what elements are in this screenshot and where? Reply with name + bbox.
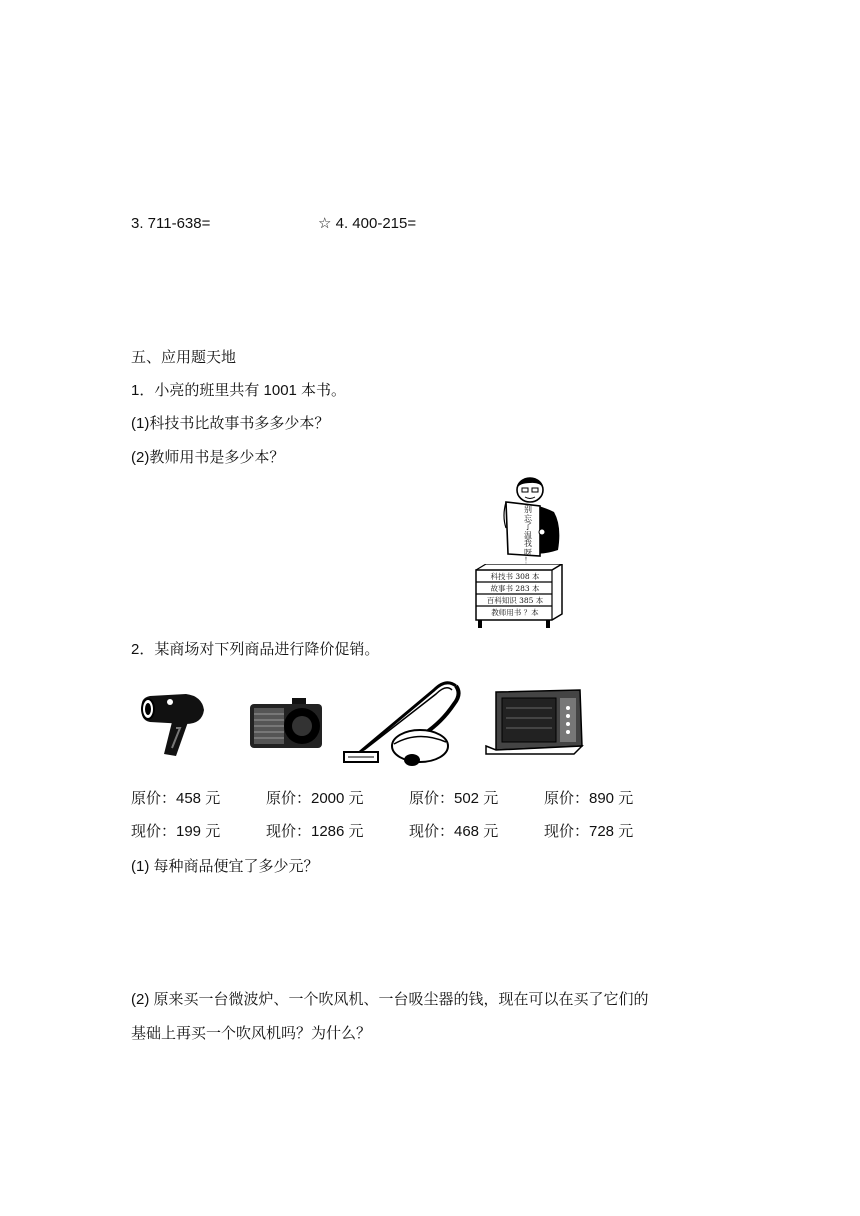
sign-char: ！ (524, 556, 532, 565)
microwave-image (482, 688, 586, 760)
sign-char: 忘 (524, 513, 532, 523)
radio-image (248, 696, 324, 752)
current-price: 现价：199 元 (131, 823, 221, 840)
shelf-label: 科技书 308 本 (490, 572, 540, 581)
sign-char: 我 (524, 539, 532, 548)
bookshelf (472, 564, 564, 630)
current-price: 现价：468 元 (409, 823, 499, 840)
problem-1-question-2: (2)教师用书是多少本？ (131, 449, 285, 466)
microwave-icon (482, 688, 586, 760)
sign-char: 了 (524, 522, 532, 531)
radio-icon (248, 696, 324, 752)
calc-question-3: 3. 711-638= (131, 215, 211, 232)
problem-2-stem: 2．某商场对下列商品进行降价促销。 (131, 641, 380, 658)
calc-question-4: ☆ 4. 400-215= (318, 215, 417, 232)
vacuum-cleaner-image (338, 674, 464, 770)
shelf-label: 百科知识 385 本 (486, 596, 544, 605)
sign-char: 温 (524, 530, 532, 540)
current-price: 现价：728 元 (544, 823, 634, 840)
sign-char: 呀 (524, 547, 532, 557)
speech-sign (521, 506, 535, 566)
original-price: 原价：890 元 (544, 790, 634, 807)
hair-dryer-icon (136, 688, 212, 760)
sign-char: 别 (524, 505, 532, 514)
vacuum-cleaner-icon (338, 674, 464, 770)
problem-2-question-2-line-2: 基础上再买一个吹风机吗？为什么？ (131, 1025, 372, 1042)
current-price: 现价：1286 元 (266, 823, 364, 840)
shelf-label: 教师用书 ？本 (491, 608, 539, 617)
problem-2-question-1: (1) 每种商品便宜了多少元？ (131, 858, 319, 875)
original-price: 原价：458 元 (131, 790, 221, 807)
original-price: 原价：502 元 (409, 790, 499, 807)
shelf-labels (478, 571, 552, 619)
section-title: 五、应用题天地 (131, 349, 237, 366)
hair-dryer-image (136, 688, 212, 760)
problem-1-stem: 1．小亮的班里共有 1001 本书。 (131, 382, 347, 399)
problem-2-question-2-line-1: (2) 原来买一台微波炉、一个吹风机、一台吸尘器的钱，现在可以在买了它们的 (131, 991, 649, 1008)
problem-1-question-1: (1)科技书比故事书多多少本？ (131, 415, 330, 432)
shelf-label: 故事书 283 本 (490, 584, 540, 593)
original-price: 原价：2000 元 (266, 790, 364, 807)
